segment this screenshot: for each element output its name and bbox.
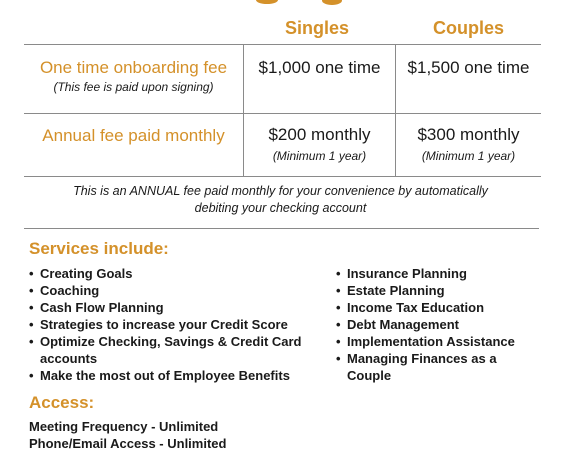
- row-sublabel-onboarding: (This fee is paid upon signing): [53, 80, 214, 94]
- list-item: • Make the most out of Employee Benefits: [29, 368, 290, 383]
- list-item: • Coaching: [29, 283, 100, 298]
- clipped-title-remnant: [0, 0, 579, 6]
- row-label-onboarding: One time onboarding fee: [39, 58, 228, 77]
- table-top-rule: [24, 44, 541, 45]
- table-mid-rule: [24, 113, 541, 114]
- cell-couples-onboarding: $1,500 one time: [407, 58, 530, 77]
- bullet-icon: •: [336, 351, 341, 366]
- annual-fee-note-line-2: debiting your checking account: [194, 201, 367, 215]
- list-item: • Managing Finances as a Couple: [336, 351, 497, 383]
- bullet-icon: •: [29, 300, 34, 315]
- bullet-icon: •: [29, 266, 34, 281]
- list-item: • Implementation Assistance: [336, 334, 515, 349]
- list-item: • Strategies to increase your Credit Score: [29, 317, 288, 332]
- section-divider: [24, 228, 539, 229]
- access-heading: Access:: [29, 393, 95, 412]
- services-heading: Services include:: [29, 239, 169, 258]
- cell-singles-onboarding: $1,000 one time: [258, 58, 381, 77]
- list-item: • Creating Goals: [29, 266, 133, 281]
- list-item: • Estate Planning: [336, 283, 445, 298]
- list-item: • Debt Management: [336, 317, 459, 332]
- access-meeting-frequency: Meeting Frequency - Unlimited: [29, 419, 219, 434]
- bullet-icon: •: [336, 266, 341, 281]
- bullet-icon: •: [29, 283, 34, 298]
- annual-fee-note: [24, 183, 537, 217]
- list-item: • Income Tax Education: [336, 300, 485, 315]
- column-header-couples: Couples: [432, 18, 504, 38]
- bullet-icon: •: [336, 300, 341, 315]
- services-list-right: [336, 265, 536, 384]
- row-label-annual: Annual fee paid monthly: [42, 126, 225, 145]
- bullet-icon: •: [29, 317, 34, 332]
- bullet-icon: •: [336, 283, 341, 298]
- cell-singles-annual: $200 monthly: [268, 125, 371, 144]
- cell-couples-annual-minimum: (Minimum 1 year): [421, 149, 516, 163]
- bullet-icon: •: [336, 334, 341, 349]
- cell-singles-annual-minimum: (Minimum 1 year): [272, 149, 367, 163]
- list-item: • Insurance Planning: [336, 266, 467, 281]
- list-item: • Optimize Checking, Savings & Credit Card accounts: [29, 334, 302, 366]
- bullet-icon: •: [29, 334, 34, 349]
- annual-fee-note-line-1: This is an ANNUAL fee paid monthly for your convenience by automatically: [73, 184, 488, 198]
- cell-couples-annual: $300 monthly: [417, 125, 520, 144]
- list-item: • Cash Flow Planning: [29, 300, 164, 315]
- table-bottom-rule: [24, 176, 541, 177]
- bullet-icon: •: [336, 317, 341, 332]
- column-header-singles: Singles: [284, 18, 350, 38]
- services-list-left: [29, 265, 329, 384]
- access-phone-email: Phone/Email Access - Unlimited: [29, 436, 227, 451]
- bullet-icon: •: [29, 368, 34, 383]
